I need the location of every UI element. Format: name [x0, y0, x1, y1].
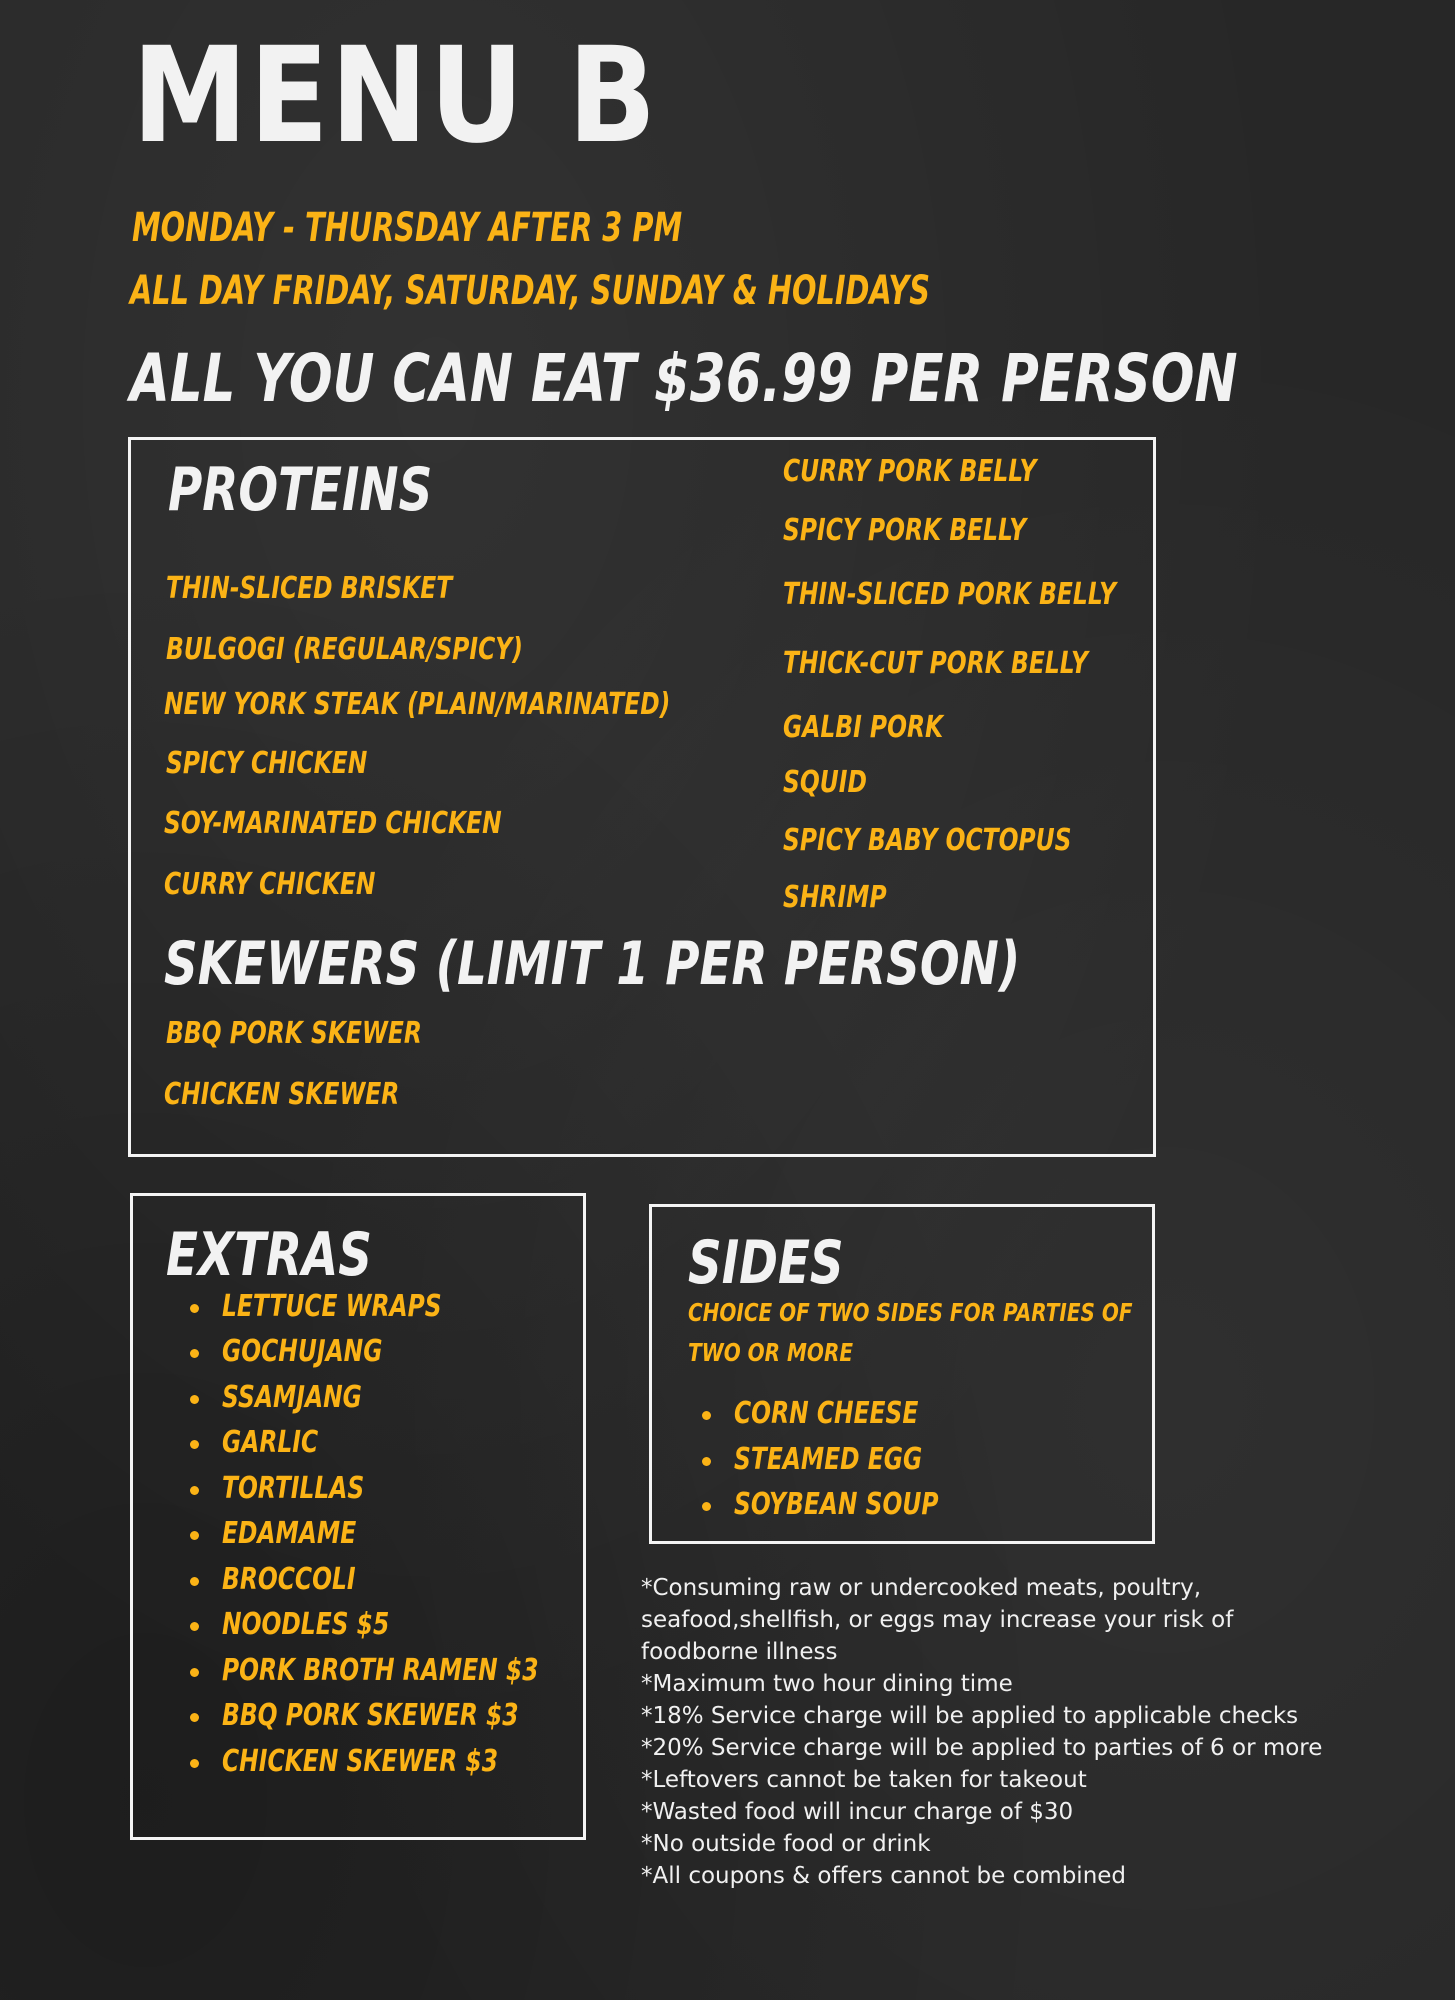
- protein-item: BULGOGI (REGULAR/SPICY): [166, 632, 523, 667]
- bullet-icon: [190, 1759, 199, 1768]
- extras-item-label: LETTUCE WRAPS: [222, 1289, 442, 1324]
- extras-item-label: PORK BROTH RAMEN $3: [222, 1653, 539, 1688]
- note-line: seafood,shellfish, or eggs may increase your risk of: [641, 1607, 1234, 1633]
- protein-item: NEW YORK STEAK (PLAIN/MARINATED): [164, 687, 671, 722]
- bullet-icon: [190, 1395, 199, 1404]
- note-line: *Wasted food will incur charge of $30: [641, 1799, 1074, 1825]
- protein-item: SPICY CHICKEN: [166, 746, 368, 781]
- sides-item-label: SOYBEAN SOUP: [734, 1487, 939, 1522]
- note-line: *Consuming raw or undercooked meats, poultry,: [641, 1575, 1202, 1601]
- bullet-icon: [190, 1531, 199, 1540]
- sides-note: CHOICE OF TWO SIDES FOR PARTIES OF: [688, 1298, 1133, 1327]
- protein-item: CURRY CHICKEN: [164, 867, 376, 902]
- note-line: *20% Service charge will be applied to parties of 6 or more: [641, 1735, 1323, 1761]
- skewer-item: BBQ PORK SKEWER: [166, 1016, 422, 1051]
- extras-item-label: TORTILLAS: [222, 1471, 365, 1506]
- extras-item-label: BBQ PORK SKEWER $3: [222, 1698, 519, 1733]
- sides-note: TWO OR MORE: [688, 1338, 853, 1367]
- protein-item: SPICY PORK BELLY: [783, 513, 1027, 548]
- extras-item-label: BROCCOLI: [222, 1562, 356, 1597]
- extras-item-label: SSAMJANG: [222, 1380, 362, 1415]
- note-line: *All coupons & offers cannot be combined: [641, 1863, 1127, 1889]
- bullet-icon: [190, 1304, 199, 1313]
- bullet-icon: [190, 1713, 199, 1722]
- sides-item-label: CORN CHEESE: [734, 1396, 919, 1431]
- note-line: *No outside food or drink: [641, 1831, 931, 1857]
- bullet-icon: [190, 1486, 199, 1495]
- protein-item: SQUID: [783, 765, 867, 800]
- protein-item: CURRY PORK BELLY: [783, 454, 1037, 489]
- sides-item-label: STEAMED EGG: [734, 1442, 923, 1477]
- extras-item-label: EDAMAME: [222, 1516, 357, 1551]
- protein-item: THIN-SLICED PORK BELLY: [783, 577, 1117, 612]
- bullet-icon: [190, 1622, 199, 1631]
- bullet-icon: [190, 1440, 199, 1449]
- note-line: *18% Service charge will be applied to applicable checks: [641, 1703, 1299, 1729]
- sides-heading: SIDES: [688, 1228, 844, 1298]
- proteins-heading: PROTEINS: [168, 455, 433, 525]
- protein-item: THICK-CUT PORK BELLY: [783, 646, 1088, 681]
- extras-item-label: GOCHUJANG: [222, 1334, 383, 1369]
- protein-item: SPICY BABY OCTOPUS: [783, 823, 1072, 858]
- bullet-icon: [702, 1502, 711, 1511]
- bullet-icon: [190, 1349, 199, 1358]
- hours-weekend: ALL DAY FRIDAY, SATURDAY, SUNDAY & HOLIDAYS: [130, 268, 931, 314]
- protein-item: THIN-SLICED BRISKET: [166, 571, 453, 606]
- skewers-heading: SKEWERS (LIMIT 1 PER PERSON): [164, 929, 1021, 999]
- extras-item-label: CHICKEN SKEWER $3: [222, 1744, 498, 1779]
- protein-item: SHRIMP: [783, 880, 887, 915]
- extras-item-label: NOODLES $5: [222, 1607, 390, 1642]
- protein-item: SOY-MARINATED CHICKEN: [164, 806, 502, 841]
- note-line: *Leftovers cannot be taken for takeout: [641, 1767, 1087, 1793]
- note-line: *Maximum two hour dining time: [641, 1671, 1013, 1697]
- extras-heading: EXTRAS: [166, 1220, 372, 1290]
- note-line: foodborne illness: [641, 1639, 838, 1665]
- extras-item-label: GARLIC: [222, 1425, 319, 1460]
- policy-notes: [641, 1572, 1361, 1892]
- menu-title: MENU B: [132, 19, 659, 173]
- bullet-icon: [702, 1411, 711, 1420]
- hours-weekday: MONDAY - THURSDAY AFTER 3 PM: [132, 205, 683, 251]
- bullet-icon: [702, 1457, 711, 1466]
- skewer-item: CHICKEN SKEWER: [164, 1077, 400, 1112]
- bullet-icon: [190, 1668, 199, 1677]
- protein-item: GALBI PORK: [783, 710, 944, 745]
- bullet-icon: [190, 1577, 199, 1586]
- price-line: ALL YOU CAN EAT $36.99 PER PERSON: [130, 340, 1238, 417]
